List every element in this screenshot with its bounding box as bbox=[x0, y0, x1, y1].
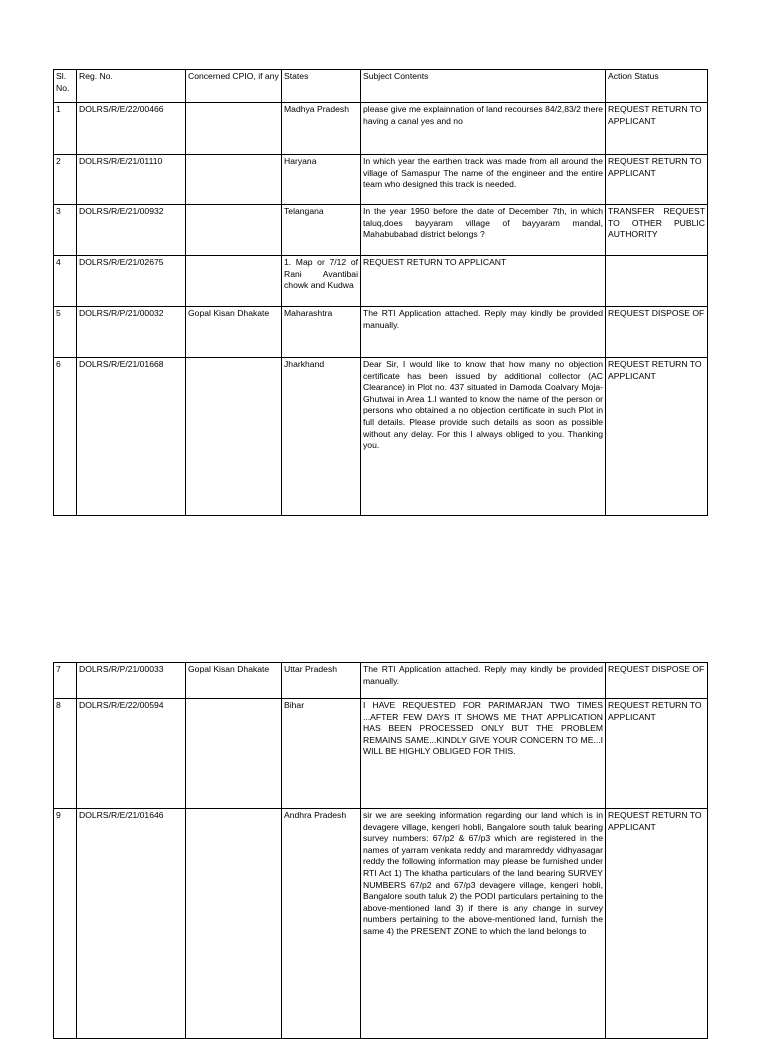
header-sl-no: Sl. No. bbox=[54, 70, 77, 103]
table-row bbox=[54, 307, 708, 358]
sl-no-cell: 8 bbox=[54, 699, 77, 809]
state-cell: Andhra Pradesh bbox=[282, 809, 361, 1039]
header-reg-no: Reg. No. bbox=[77, 70, 186, 103]
sl-no-cell: 5 bbox=[54, 307, 77, 358]
cpio-cell: Gopal Kisan Dhakate bbox=[186, 663, 282, 699]
action-status-cell: REQUEST RETURN TO APPLICANT bbox=[606, 155, 708, 205]
table-header-row bbox=[54, 70, 708, 103]
state-cell: Maharashtra bbox=[282, 307, 361, 358]
reg-no-cell: DOLRS/R/P/21/00033 bbox=[77, 663, 186, 699]
reg-no-cell: DOLRS/R/E/21/01646 bbox=[77, 809, 186, 1039]
reg-no-cell: DOLRS/R/E/22/00594 bbox=[77, 699, 186, 809]
state-cell: Haryana bbox=[282, 155, 361, 205]
subject-cell: Dear Sir, I would like to know that how many no objection certificate has been issued by additional collector (AC Clearance) in Plot no. 437 situated in Damoda Coalvary Moja- Ghutwai in Area 1.I wanted to know the name of the person or persons who obtained a no objection certificate in such Plot in full details. Please provide such details as soon as possible without any delay. For this I always obliged to you. Thanking you. bbox=[361, 358, 606, 516]
table-row bbox=[54, 155, 708, 205]
header-subject: Subject Contents bbox=[361, 70, 606, 103]
state-cell: Telangana bbox=[282, 205, 361, 256]
reg-no-cell: DOLRS/R/P/21/00032 bbox=[77, 307, 186, 358]
state-cell: Bihar bbox=[282, 699, 361, 809]
state-cell: Uttar Pradesh bbox=[282, 663, 361, 699]
table-row bbox=[54, 699, 708, 809]
subject-cell: In the year 1950 before the date of December 7th, in which taluq,does bayyaram village of bayyaram mandal, Mahabubabad district belongs ? bbox=[361, 205, 606, 256]
rti-table-page-2 bbox=[53, 662, 708, 1039]
reg-no-cell: DOLRS/R/E/22/00466 bbox=[77, 103, 186, 155]
state-cell: 1. Map or 7/12 of Rani Avantibai chowk and Kudwa bbox=[282, 256, 361, 307]
subject-cell: I HAVE REQUESTED FOR PARIMARJAN TWO TIMES ...AFTER FEW DAYS IT SHOWS ME THAT APPLICATION HAS BEEN PROCESSED ONLY BUT THE PROBLEM REMAINS SAME...KINDLY GIVE YOUR CONCERN TO ME...I WILL BE HIGHLY OBLIGED FOR THIS. bbox=[361, 699, 606, 809]
cpio-cell bbox=[186, 358, 282, 516]
subject-cell: please give me explainnation of land recourses 84/2,83/2 there having a canal yes and no bbox=[361, 103, 606, 155]
state-cell: Madhya Pradesh bbox=[282, 103, 361, 155]
sl-no-cell: 9 bbox=[54, 809, 77, 1039]
rti-table-page-1 bbox=[53, 69, 708, 516]
header-cpio: Concerned CPIO, if any bbox=[186, 70, 282, 103]
table-row bbox=[54, 103, 708, 155]
sl-no-cell: 3 bbox=[54, 205, 77, 256]
table-row bbox=[54, 205, 708, 256]
action-status-cell: REQUEST RETURN TO APPLICANT bbox=[606, 699, 708, 809]
table-row bbox=[54, 256, 708, 307]
sl-no-cell: 7 bbox=[54, 663, 77, 699]
cpio-cell bbox=[186, 699, 282, 809]
sl-no-cell: 2 bbox=[54, 155, 77, 205]
cpio-cell bbox=[186, 809, 282, 1039]
cpio-cell bbox=[186, 103, 282, 155]
subject-cell: sir we are seeking information regarding our land which is in devagere village, kengeri hobli, Bangalore south taluk bearing survey numbers: 67/p2 & 67/p3 which are registered in the names of yarram venkata reddy and maramreddy vidhyasagar reddy the following information may please be furnished under RTI Act 1) The khatha particulars of the land bearing SURVEY NUMBERS 67/p2 and 67/p3 devagere village, kengeri hobli, Bangalore south taluk 2) the PODI particulars pertaining to the above-mentioned land 3) if there is any change in survey numbers pertaining to the above-mentioned land, furnish the same 4) the PRESENT ZONE to which the land belongs to bbox=[361, 809, 606, 1039]
action-status-cell bbox=[606, 256, 708, 307]
table-row bbox=[54, 809, 708, 1039]
subject-cell: The RTI Application attached. Reply may kindly be provided manually. bbox=[361, 307, 606, 358]
action-status-cell: REQUEST RETURN TO APPLICANT bbox=[606, 358, 708, 516]
header-action-status: Action Status bbox=[606, 70, 708, 103]
action-status-cell: REQUEST RETURN TO APPLICANT bbox=[606, 809, 708, 1039]
sl-no-cell: 6 bbox=[54, 358, 77, 516]
reg-no-cell: DOLRS/R/E/21/00932 bbox=[77, 205, 186, 256]
cpio-cell bbox=[186, 205, 282, 256]
cpio-cell bbox=[186, 256, 282, 307]
action-status-cell: REQUEST RETURN TO APPLICANT bbox=[606, 103, 708, 155]
reg-no-cell: DOLRS/R/E/21/01110 bbox=[77, 155, 186, 205]
reg-no-cell: DOLRS/R/E/21/01668 bbox=[77, 358, 186, 516]
table-row bbox=[54, 663, 708, 699]
cpio-cell bbox=[186, 155, 282, 205]
action-status-cell: REQUEST DISPOSE OF bbox=[606, 307, 708, 358]
cpio-cell: Gopal Kisan Dhakate bbox=[186, 307, 282, 358]
action-status-cell: TRANSFER REQUEST TO OTHER PUBLIC AUTHORITY bbox=[606, 205, 708, 256]
sl-no-cell: 4 bbox=[54, 256, 77, 307]
header-states: States bbox=[282, 70, 361, 103]
subject-cell: In which year the earthen track was made from all around the village of Samaspur The name of the engineer and the entire team who designed this track is needed. bbox=[361, 155, 606, 205]
subject-cell: The RTI Application attached. Reply may kindly be provided manually. bbox=[361, 663, 606, 699]
state-cell: Jharkhand bbox=[282, 358, 361, 516]
table-row bbox=[54, 358, 708, 516]
reg-no-cell: DOLRS/R/E/21/02675 bbox=[77, 256, 186, 307]
sl-no-cell: 1 bbox=[54, 103, 77, 155]
subject-cell: REQUEST RETURN TO APPLICANT bbox=[361, 256, 606, 307]
action-status-cell: REQUEST DISPOSE OF bbox=[606, 663, 708, 699]
